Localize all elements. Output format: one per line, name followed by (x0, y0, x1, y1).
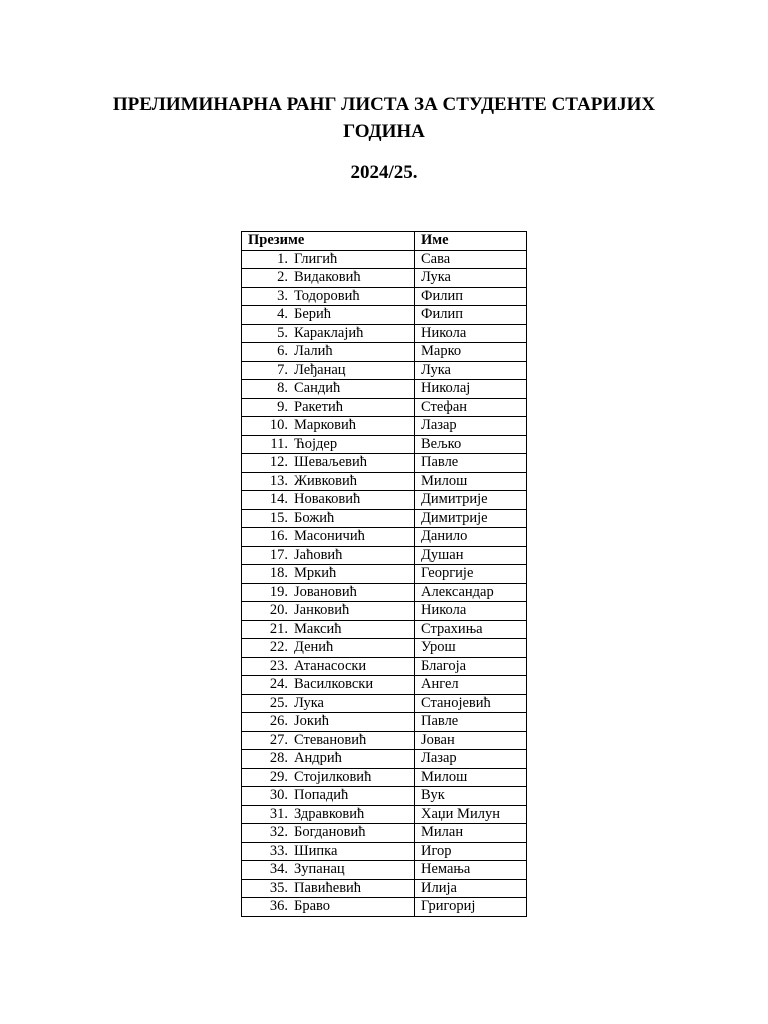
rank-number: 33. (269, 842, 288, 859)
rank-number: 26. (269, 713, 288, 729)
surname-text: Ракетић (294, 398, 343, 415)
surname-text: Мркић (294, 565, 337, 581)
table-row (242, 731, 527, 750)
surname-cell (242, 842, 415, 861)
surname-text: Божић (294, 509, 335, 526)
table-row (242, 509, 527, 528)
table-header-row (242, 232, 527, 251)
table-row (242, 343, 527, 362)
surname-text: Лалић (294, 343, 333, 359)
table-row (242, 879, 527, 898)
rank-number: 29. (269, 768, 288, 785)
rank-number: 9. (277, 398, 288, 415)
first-name-cell: Сава (415, 250, 527, 269)
surname-text: Браво (294, 898, 331, 914)
table-row (242, 620, 527, 639)
table-row (242, 805, 527, 824)
surname-cell (242, 713, 415, 732)
surname-cell (242, 657, 415, 676)
first-name-cell: Лазар (415, 750, 527, 769)
rank-number: 5. (277, 324, 288, 341)
rank-number: 30. (269, 787, 288, 803)
first-name-cell: Георгије (415, 565, 527, 584)
first-name-cell: Милан (415, 824, 527, 843)
first-name-cell: Марко (415, 343, 527, 362)
surname-cell (242, 287, 415, 306)
table-row (242, 583, 527, 602)
first-name-cell: Лазар (415, 417, 527, 436)
rank-number: 13. (269, 472, 288, 489)
surname-text: Јаћовић (294, 546, 343, 563)
surname-text: Зупанац (294, 861, 345, 877)
surname-text: Тодоровић (294, 287, 360, 304)
surname-text: Максић (294, 620, 342, 637)
academic-year: 2024/25. (350, 162, 418, 183)
table-row (242, 250, 527, 269)
rank-number: 19. (269, 583, 288, 600)
surname-text: Караклајић (294, 324, 364, 341)
surname-cell (242, 620, 415, 639)
first-name-cell: Лука (415, 361, 527, 380)
rank-number: 21. (269, 620, 288, 637)
rank-number: 20. (269, 602, 288, 618)
surname-cell (242, 639, 415, 658)
first-name-cell: Ангел (415, 676, 527, 695)
rank-number: 1. (277, 250, 288, 267)
rank-number: 31. (269, 805, 288, 822)
table-row (242, 657, 527, 676)
rank-number: 24. (269, 676, 288, 692)
first-name-cell: Благоја (415, 657, 527, 676)
surname-cell (242, 805, 415, 824)
surname-cell (242, 546, 415, 565)
table-row (242, 602, 527, 621)
first-name-cell: Станојевић (415, 694, 527, 713)
first-name-cell: Вук (415, 787, 527, 806)
table-row (242, 565, 527, 584)
first-name-cell: Никола (415, 324, 527, 343)
first-name-cell: Павле (415, 713, 527, 732)
name-column-header: Име (415, 232, 527, 251)
first-name-cell: Николај (415, 380, 527, 399)
table-row (242, 639, 527, 658)
table-row (242, 472, 527, 491)
surname-text: Андрић (294, 750, 342, 766)
first-name-cell: Вељко (415, 435, 527, 454)
surname-text: Стојилковић (294, 768, 372, 785)
surname-cell (242, 417, 415, 436)
table-row (242, 324, 527, 343)
surname-text: Шеваљевић (294, 454, 367, 470)
ranking-table (241, 231, 527, 917)
surname-cell (242, 361, 415, 380)
surname-text: Леђанац (294, 361, 346, 378)
surname-text: Живковић (294, 472, 358, 489)
rank-number: 8. (277, 380, 288, 396)
surname-text: Јанковић (294, 602, 350, 618)
surname-cell (242, 602, 415, 621)
surname-text: Денић (294, 639, 334, 655)
surname-cell (242, 528, 415, 547)
table-row (242, 380, 527, 399)
surname-text: Атанасоски (294, 657, 367, 674)
surname-text: Јокић (294, 713, 329, 729)
first-name-cell: Милош (415, 472, 527, 491)
rank-number: 7. (277, 361, 288, 378)
table-row (242, 398, 527, 417)
table-row (242, 491, 527, 510)
first-name-cell: Никола (415, 602, 527, 621)
rank-number: 14. (269, 491, 288, 507)
table-row (242, 676, 527, 695)
surname-text: Масоничић (294, 528, 365, 544)
rank-number: 18. (269, 565, 288, 581)
table-row (242, 694, 527, 713)
surname-text: Новаковић (294, 491, 361, 507)
first-name-cell: Страхиња (415, 620, 527, 639)
first-name-cell: Филип (415, 306, 527, 325)
first-name-cell: Григориј (415, 898, 527, 917)
surname-text: Ћојдер (294, 435, 338, 452)
surname-text: Сандић (294, 380, 341, 396)
first-name-cell: Игор (415, 842, 527, 861)
first-name-cell: Филип (415, 287, 527, 306)
surname-text: Берић (294, 306, 332, 322)
surname-cell (242, 750, 415, 769)
rank-number: 11. (270, 435, 288, 452)
document-title: ПРЕЛИМИНАРНА РАНГ ЛИСТА ЗА СТУДЕНТЕ СТАРИЈИХ ГОДИНА (112, 94, 656, 142)
surname-cell (242, 509, 415, 528)
table-body (242, 250, 527, 916)
rank-number: 2. (277, 269, 288, 285)
table-row (242, 417, 527, 436)
rank-number: 28. (269, 750, 288, 766)
rank-number: 27. (269, 731, 288, 748)
rank-number: 22. (269, 639, 288, 655)
first-name-cell: Данило (415, 528, 527, 547)
first-name-cell: Александар (415, 583, 527, 602)
first-name-cell: Душан (415, 546, 527, 565)
table-row (242, 287, 527, 306)
surname-text: Павићевић (294, 879, 362, 896)
table-row (242, 306, 527, 325)
table-row (242, 361, 527, 380)
rank-number: 3. (277, 287, 288, 304)
rank-number: 6. (277, 343, 288, 359)
surname-text: Глигић (294, 250, 338, 267)
table-row (242, 435, 527, 454)
surname-cell (242, 435, 415, 454)
surname-cell (242, 380, 415, 399)
table-row (242, 824, 527, 843)
first-name-cell: Урош (415, 639, 527, 658)
first-name-cell: Димитрије (415, 491, 527, 510)
surname-cell (242, 343, 415, 362)
surname-cell (242, 787, 415, 806)
surname-cell (242, 472, 415, 491)
surname-cell (242, 565, 415, 584)
rank-number: 10. (269, 417, 288, 433)
first-name-cell: Стефан (415, 398, 527, 417)
table-row (242, 861, 527, 880)
surname-cell (242, 454, 415, 473)
surname-text: Јовановић (294, 583, 357, 600)
rank-number: 17. (269, 546, 288, 563)
table-row (242, 898, 527, 917)
rank-number: 36. (269, 898, 288, 914)
surname-text: Богдановић (294, 824, 366, 840)
surname-cell (242, 824, 415, 843)
first-name-cell: Немања (415, 861, 527, 880)
rank-number: 25. (269, 694, 288, 711)
surname-cell (242, 861, 415, 880)
surname-column-header: Презиме (242, 232, 415, 251)
surname-cell (242, 250, 415, 269)
surname-cell (242, 731, 415, 750)
table-row (242, 528, 527, 547)
surname-text: Шипка (294, 842, 338, 859)
surname-text: Видаковић (294, 269, 361, 285)
rank-number: 4. (277, 306, 288, 322)
rank-number: 23. (269, 657, 288, 674)
table-row (242, 768, 527, 787)
first-name-cell: Илија (415, 879, 527, 898)
surname-text: Здравковић (294, 805, 365, 822)
rank-number: 12. (269, 454, 288, 470)
surname-cell (242, 583, 415, 602)
table-row (242, 842, 527, 861)
first-name-cell: Јован (415, 731, 527, 750)
rank-number: 16. (269, 528, 288, 544)
surname-cell (242, 269, 415, 288)
surname-text: Стевановић (294, 731, 367, 748)
surname-cell (242, 768, 415, 787)
surname-cell (242, 898, 415, 917)
rank-number: 34. (269, 861, 288, 877)
surname-text: Попадић (294, 787, 349, 803)
table-row (242, 787, 527, 806)
surname-cell (242, 306, 415, 325)
first-name-cell: Димитрије (415, 509, 527, 528)
surname-text: Марковић (294, 417, 356, 433)
surname-cell (242, 491, 415, 510)
first-name-cell: Лука (415, 269, 527, 288)
surname-text: Лука (294, 694, 324, 711)
first-name-cell: Милош (415, 768, 527, 787)
first-name-cell: Хаџи Милун (415, 805, 527, 824)
table-row (242, 269, 527, 288)
rank-number: 32. (269, 824, 288, 840)
table-row (242, 546, 527, 565)
surname-cell (242, 324, 415, 343)
table-row (242, 750, 527, 769)
surname-text: Василковски (294, 676, 374, 692)
surname-cell (242, 879, 415, 898)
table-row (242, 713, 527, 732)
surname-cell (242, 694, 415, 713)
first-name-cell: Павле (415, 454, 527, 473)
table-row (242, 454, 527, 473)
rank-number: 35. (269, 879, 288, 896)
surname-cell (242, 676, 415, 695)
surname-cell (242, 398, 415, 417)
rank-number: 15. (269, 509, 288, 526)
